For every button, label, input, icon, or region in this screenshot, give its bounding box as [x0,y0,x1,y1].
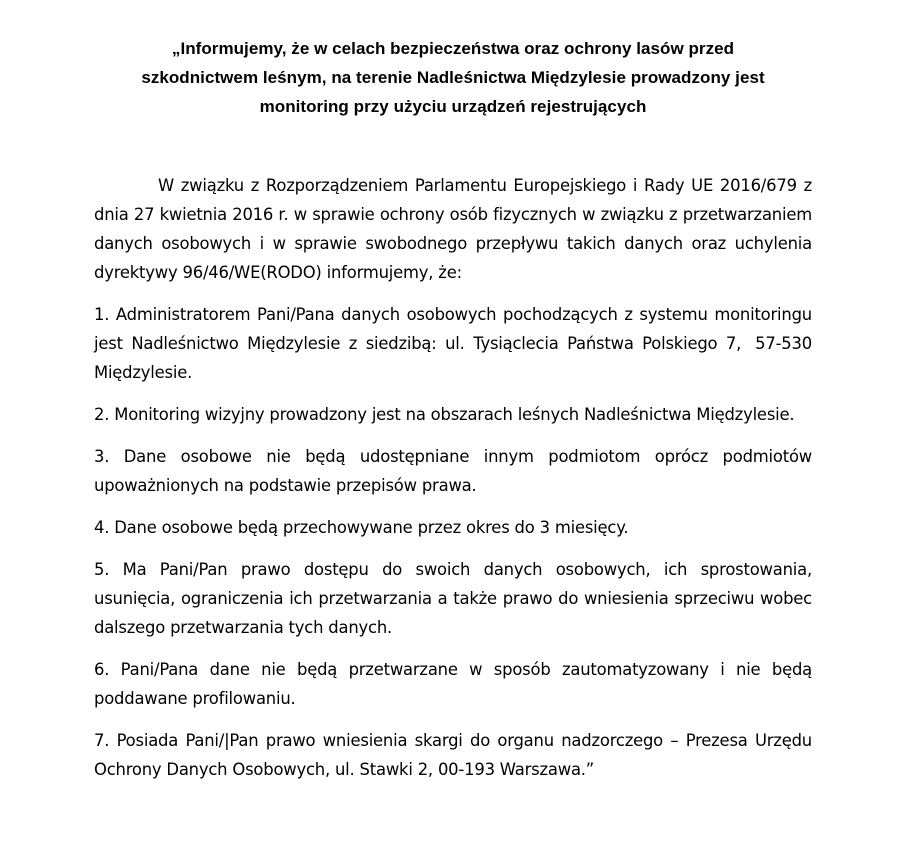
title-line-2: szkodnictwem leśnym, na terenie Nadleśnictwa Międzylesie prowadzony jest [141,68,765,87]
list-item-2: 2. Monitoring wizyjny prowadzony jest na obszarach leśnych Nadleśnictwa Międzylesie. [94,405,795,424]
list-item-3: 3. Dane osobowe nie będą udostępniane innym podmiotom oprócz podmiotów upoważnionych na podstawie przepisów prawa. [94,447,812,495]
document-title [94,34,812,121]
list-item-1-postal: 57-530 Międzylesie. [94,334,812,382]
document-body [94,171,812,784]
title-line-1: „Informujemy, że w celach bezpieczeństwa oraz ochrony lasów przed [171,39,735,58]
list-item-1 [94,300,812,387]
intro-paragraph: W związku z Rozporządzeniem Parlamentu Europejskiego i Rady UE 2016/679 z dnia 27 kwietnia 2016 r. w sprawie ochrony osób fizycznych w związku z przetwarzaniem danych osobowych i w sprawie swobodnego przepływu takich danych oraz uchylenia dyrektywy 96/46/WE(RODO) informujemy, że: [94,176,812,282]
title-line-3: monitoring przy użyciu urządzeń rejestrujących [259,97,647,116]
list-item-6: 6. Pani/Pana dane nie będą przetwarzane w sposób zautomatyzowany i nie będą poddawane profilowaniu. [94,660,812,708]
list-item-4: 4. Dane osobowe będą przechowywane przez okres do 3 miesięcy. [94,518,629,537]
list-item-7: 7. Posiada Pani/|Pan prawo wniesienia skargi do organu nadzorczego – Prezesa Urzędu Ochrony Danych Osobowych, ul. Stawki 2, 00-193 Warszawa.” [94,731,812,779]
list-item-1-text: 1. Administratorem Pani/Pana danych osobowych pochodzących z systemu monitoringu jest Nadleśnictwo Międzylesie z siedzibą: ul. Tysiąclecia Państwa Polskiego 7, [94,305,812,353]
list-item-5: 5. Ma Pani/Pan prawo dostępu do swoich danych osobowych, ich sprostowania, usunięcia, ograniczenia ich przetwarzania a także prawo do wniesienia sprzeciwu wobec dalszego przetwarzania tych danych. [94,560,812,637]
